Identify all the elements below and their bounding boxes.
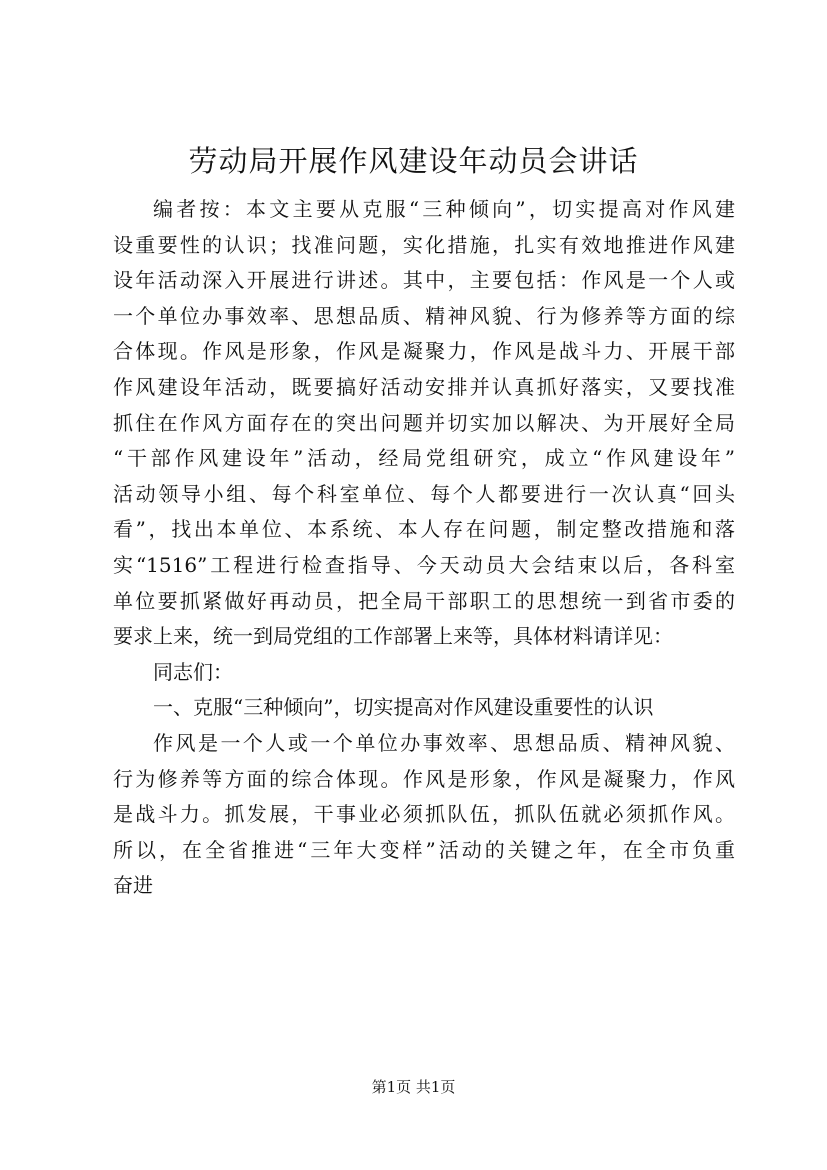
body-line: 看”，找出本单位、本系统、本人存在问题，制定整改措施和落	[113, 517, 735, 542]
document-title: 劳动局开展作风建设年动员会讲话	[188, 144, 639, 178]
body-line: 是战斗力。抓发展，干事业必须抓队伍，抓队伍就必须抓作风。	[113, 802, 735, 827]
document-body	[113, 192, 735, 904]
body-line: 作风建设年活动，既要搞好活动安排并认真抓好落实，又要找准	[113, 374, 735, 399]
body-line: 实“1516”工程进行检查指导、今天动员大会结束以后，各科室	[113, 552, 735, 577]
body-line: 编者按：本文主要从克服“三种倾向”，切实提高对作风建	[153, 197, 735, 221]
body-line: 合体现。作风是形象，作风是凝聚力，作风是战斗力、开展干部	[113, 339, 735, 364]
body-line: 抓住在作风方面存在的突出问题并切实加以解决、为开展好全局	[113, 410, 735, 435]
body-line: 行为修养等方面的综合体现。作风是形象，作风是凝聚力，作风	[113, 766, 735, 791]
section-heading: 一、克服“三种倾向”，切实提高对作风建设重要性的认识	[153, 695, 654, 720]
greeting-line: 同志们：	[153, 659, 233, 684]
body-line: 奋进	[113, 873, 153, 898]
body-line: 一个单位办事效率、思想品质、精神风貌、行为修养等方面的综	[113, 303, 735, 328]
page-footer: 第1页 共1页	[371, 1078, 456, 1096]
body-line: 活动领导小组、每个科室单位、每个人都要进行一次认真“回头	[113, 481, 735, 506]
body-line: 作风是一个人或一个单位办事效率、思想品质、精神风貌、	[153, 730, 735, 755]
body-line: 设重要性的认识；找准问题，实化措施，扎实有效地推进作风建	[113, 232, 735, 257]
body-line: 所以，在全省推进“三年大变样”活动的关键之年，在全市负重	[113, 837, 735, 862]
body-line: 要求上来，统一到局党组的工作部署上来等，具体材料请详见：	[113, 624, 673, 649]
body-line: 单位要抓紧做好再动员，把全局干部职工的思想统一到省市委的	[113, 588, 735, 613]
body-line: 设年活动深入开展进行讲述。其中，主要包括：作风是一个人或	[113, 268, 735, 293]
body-line: “干部作风建设年”活动，经局党组研究，成立“作风建设年”	[113, 446, 735, 471]
